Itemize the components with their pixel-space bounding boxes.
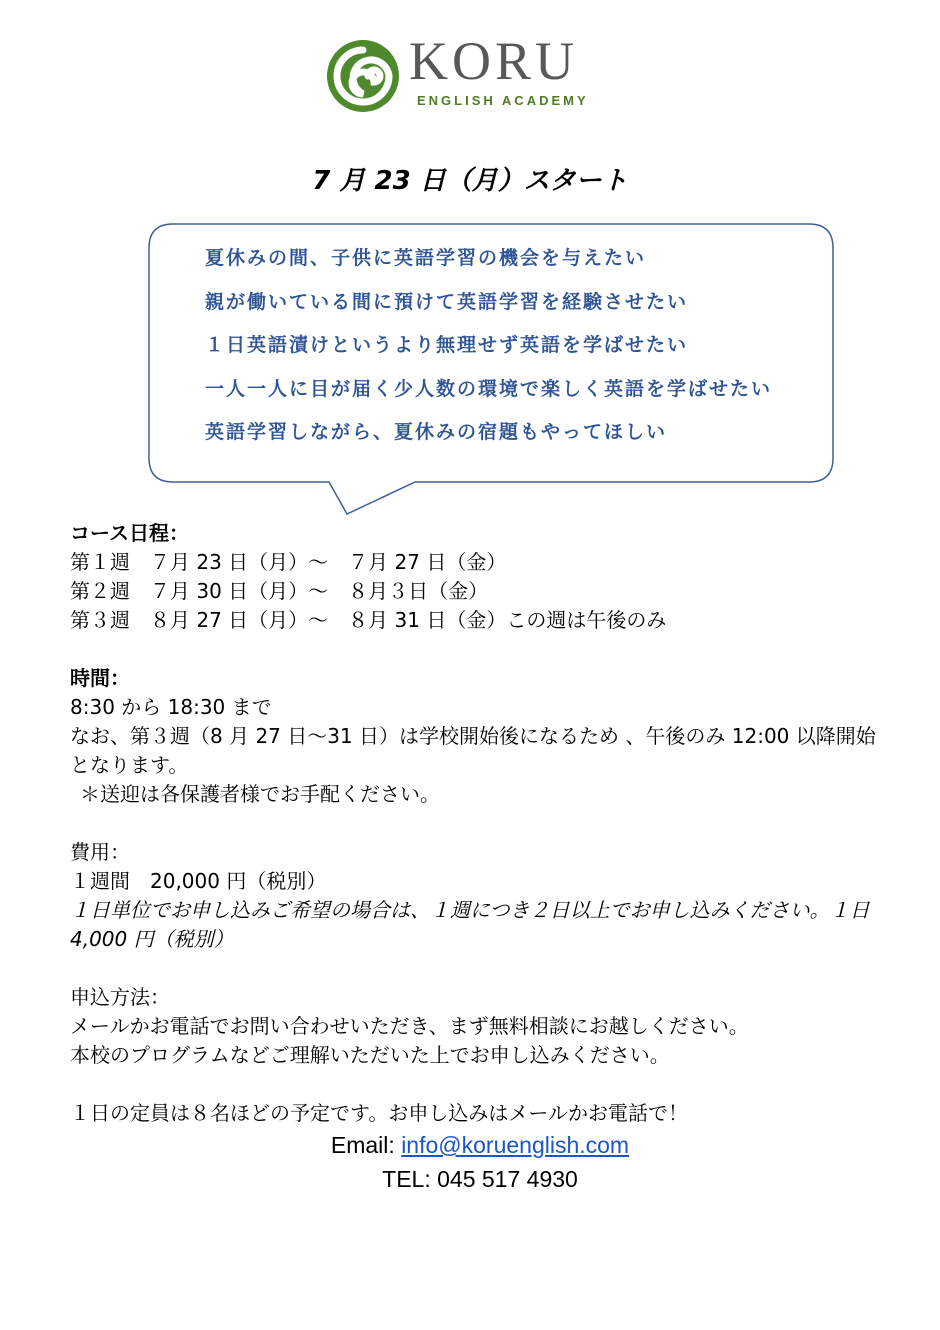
fee-weekly: １週間 20,000 円（税別） (70, 869, 327, 893)
bubble-line: １日英語漬けというより無理せず英語を学ばせたい (205, 334, 689, 356)
time-note: なお、第３週（8 月 27 日～31 日）は学校開始後になるため 、午後のみ 12:00 以降開始となります。 (70, 724, 876, 777)
bubble-line: 英語学習しながら、夏休みの宿題もやってほしい (205, 421, 668, 443)
course-details (70, 519, 896, 1196)
logo-wordmark: KORU (409, 31, 579, 91)
bubble-text (205, 243, 772, 461)
koru-spiral-icon (325, 38, 401, 114)
koru-logo (325, 31, 615, 118)
contact-email-row (70, 1128, 890, 1162)
time-heading: 時間： (70, 666, 130, 690)
fees-heading: 費用： (70, 840, 130, 864)
schedule-week: 第１週 ７月 23 日（月）～ ７月 27 日（金） (70, 550, 507, 574)
time-hours: 8:30 から 18:30 まで (70, 695, 272, 719)
apply-heading: 申込方法： (70, 985, 170, 1009)
schedule-week: 第３週 ８月 27 日（月）～ ８月 31 日（金）この週は午後のみ (70, 608, 667, 632)
bubble-line: 夏休みの間、子供に英語学習の機会を与えたい (205, 247, 647, 269)
email-label: Email: (330, 1132, 395, 1158)
start-date-headline: 7 月 23 日（月）スタート (312, 166, 628, 196)
email-link[interactable]: info@koruenglish.com (401, 1132, 630, 1158)
apply-line: 本校のプログラムなどご理解いただいた上でお申し込みください。 (70, 1043, 670, 1067)
bubble-line: 一人一人に目が届く少人数の環境で楽しく英語を学ばせたい (205, 377, 773, 400)
fee-daily: １日単位でお申し込みご希望の場合は、１週につき２日以上でお申し込みください。１日 4,000 円（税別） (70, 898, 896, 951)
capacity-note: １日の定員は８名ほどの予定です。お申し込みはメールかお電話で！ (70, 1101, 688, 1125)
schedule-heading: コース日程： (70, 521, 189, 545)
bubble-line: 親が働いている間に預けて英語学習を経験させたい (205, 290, 689, 313)
transport-note: ＊送迎は各保護者様でお手配ください。 (80, 782, 440, 806)
logo-subtitle: ENGLISH ACADEMY (417, 93, 589, 108)
contact-tel: TEL: 045 517 4930 (382, 1166, 578, 1192)
apply-line: メールかお電話でお問い合わせいただき、まず無料相談にお越しください。 (70, 1014, 749, 1038)
schedule-week: 第２週 ７月 30 日（月）～ ８月３日（金） (70, 579, 489, 603)
